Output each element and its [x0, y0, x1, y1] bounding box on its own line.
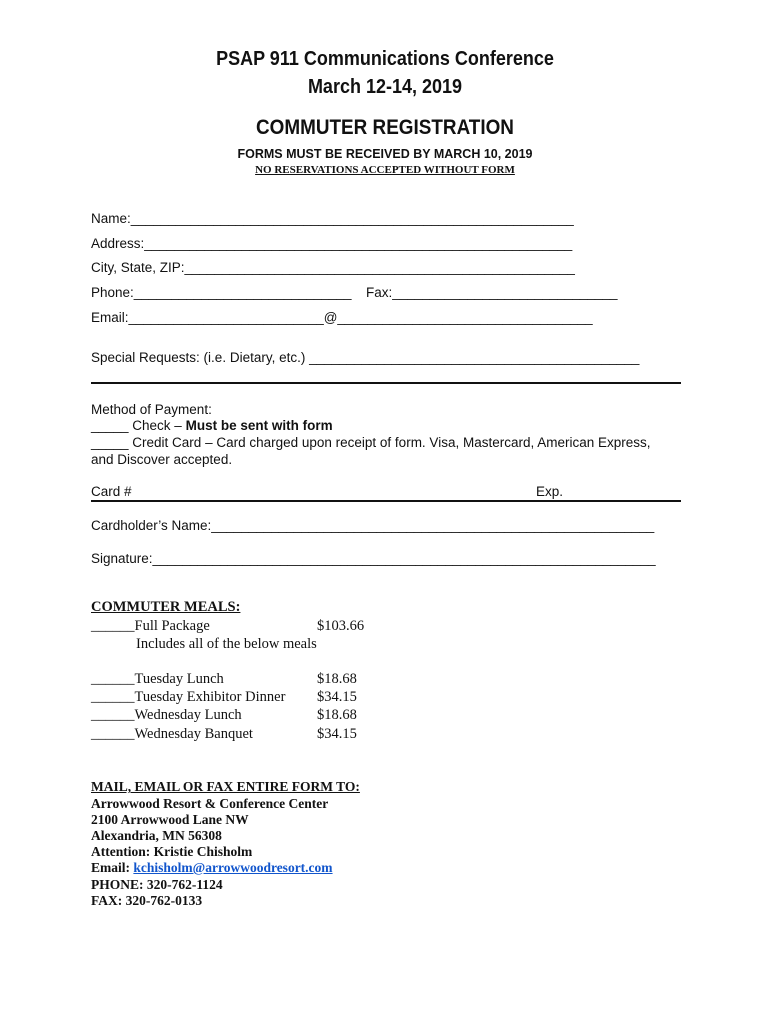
- credit-card-note: and Discover accepted.: [91, 452, 233, 467]
- credit-card-option[interactable]: _____ Credit Card – Card charged upon receipt of form. Visa, Mastercard, American Express,: [91, 435, 651, 450]
- check-option-label: _____ Check –: [91, 418, 186, 433]
- conference-title: PSAP 911 Communications Conference: [216, 48, 554, 70]
- check-option[interactable]: [91, 418, 333, 433]
- meal-package-note: Includes all of the below meals: [136, 636, 317, 652]
- mail-city: Alexandria, MN 56308: [91, 828, 222, 843]
- exp-label: Exp.: [536, 484, 564, 499]
- fax-field[interactable]: Fax:______________________________: [366, 285, 618, 300]
- card-number-label: Card #: [91, 484, 132, 499]
- meal-price: $18.68: [317, 707, 357, 723]
- meal-price: $18.68: [317, 671, 357, 687]
- section-divider: [91, 382, 681, 384]
- meal-tuesday-exhibitor-dinner[interactable]: ______Tuesday Exhibitor Dinner: [91, 689, 286, 705]
- mail-fax: FAX: 320-762-0133: [91, 893, 203, 908]
- meal-tuesday-lunch[interactable]: ______Tuesday Lunch: [91, 671, 224, 687]
- name-field[interactable]: Name:___________________________________________________________: [91, 211, 574, 226]
- meals-heading: COMMUTER MEALS:: [91, 599, 241, 615]
- mail-email-link[interactable]: kchisholm@arrowwoodresort.com: [133, 860, 333, 875]
- mail-email-line: [91, 860, 333, 876]
- phone-field[interactable]: Phone:_____________________________: [91, 285, 352, 300]
- cardholder-name-field[interactable]: Cardholder’s Name:___________________________________________________________: [91, 518, 655, 533]
- meal-price: $34.15: [317, 726, 357, 742]
- mail-email-label: Email:: [91, 860, 134, 875]
- mail-street: 2100 Arrowwood Lane NW: [91, 812, 249, 827]
- card-number-line[interactable]: [91, 500, 681, 502]
- special-requests-field[interactable]: Special Requests: (i.e. Dietary, etc.) ____________________________________________: [91, 350, 640, 365]
- email-field[interactable]: Email:__________________________@__________________________________: [91, 310, 593, 325]
- meal-price: $34.15: [317, 689, 357, 705]
- payment-heading: Method of Payment:: [91, 402, 212, 417]
- conference-dates: March 12-14, 2019: [307, 76, 463, 98]
- check-option-note: Must be sent with form: [185, 418, 333, 433]
- mail-phone: PHONE: 320-762-1124: [91, 877, 223, 892]
- meal-wednesday-lunch[interactable]: ______Wednesday Lunch: [91, 707, 242, 723]
- meal-price: $103.66: [317, 618, 365, 634]
- registration-title: COMMUTER REGISTRATION: [256, 116, 514, 139]
- mail-attention: Attention: Kristie Chisholm: [91, 844, 253, 859]
- signature-field[interactable]: Signature:___________________________________________________________________: [91, 551, 656, 566]
- meal-wednesday-banquet[interactable]: ______Wednesday Banquet: [91, 726, 253, 742]
- mail-heading: MAIL, EMAIL OR FAX ENTIRE FORM TO:: [91, 779, 360, 794]
- meal-full-package[interactable]: ______Full Package: [91, 618, 210, 634]
- no-reservations-notice: NO RESERVATIONS ACCEPTED WITHOUT FORM: [255, 164, 515, 176]
- city-state-zip-field[interactable]: City, State, ZIP:____________________________________________________: [91, 260, 575, 275]
- address-field[interactable]: Address:_________________________________________________________: [91, 236, 573, 251]
- deadline-notice: FORMS MUST BE RECEIVED BY MARCH 10, 2019: [237, 147, 533, 161]
- mail-venue: Arrowwood Resort & Conference Center: [91, 796, 329, 811]
